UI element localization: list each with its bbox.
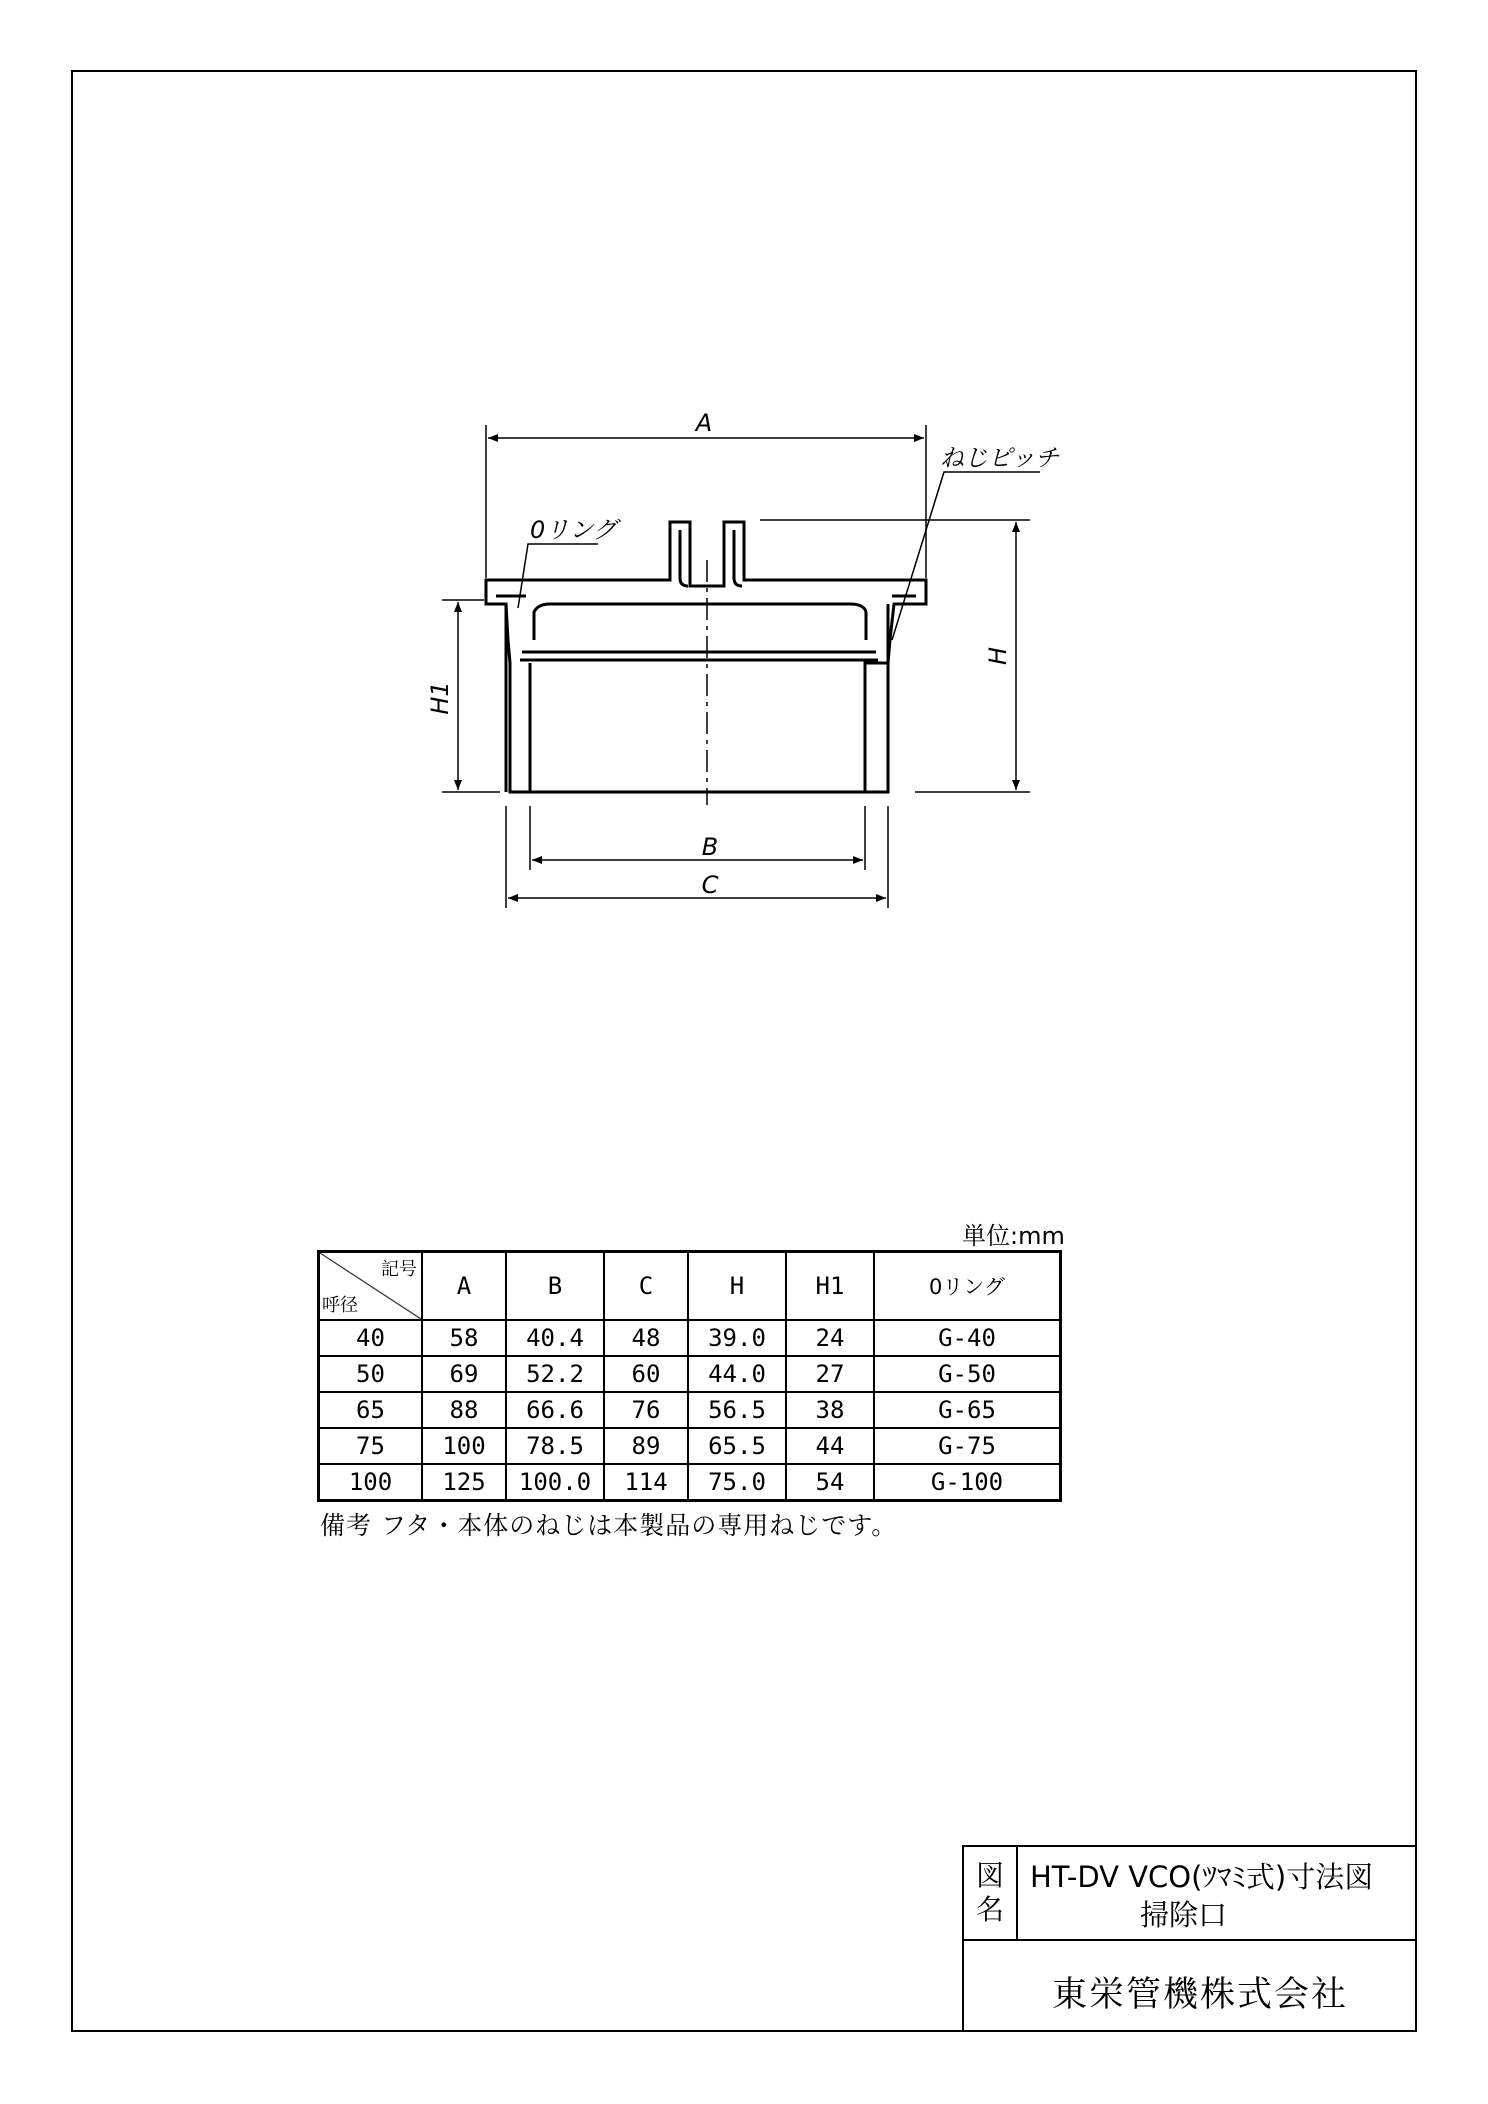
thread-pitch-leader: [892, 472, 1040, 640]
label-line-2: 名: [975, 1893, 1004, 1926]
cell-b: 40.4: [506, 1320, 604, 1356]
dimension-table: [317, 1250, 1062, 1502]
cell-oring: G-100: [874, 1464, 1061, 1501]
cell-h: 44.0: [688, 1356, 786, 1392]
drawing-name-label: [964, 1847, 1018, 1941]
cell-a: 58: [422, 1320, 506, 1356]
cell-h: 75.0: [688, 1464, 786, 1501]
table-row: [319, 1464, 1061, 1501]
cell-h1: 38: [786, 1392, 874, 1428]
drawing-subtitle: 掃除口: [1140, 1898, 1228, 1932]
header-h1: H1: [786, 1252, 874, 1321]
leader-lines: [518, 472, 1040, 640]
unit-label: 単位:mm: [962, 1222, 1065, 1250]
table-row: [319, 1356, 1061, 1392]
corner-header-cell: [319, 1252, 423, 1321]
cell-size: 75: [319, 1428, 423, 1464]
header-b: B: [506, 1252, 604, 1321]
table-row: [319, 1428, 1061, 1464]
title-block-company: [962, 1941, 1417, 2032]
cell-c: 89: [604, 1428, 688, 1464]
cell-a: 88: [422, 1392, 506, 1428]
cell-oring: G-65: [874, 1392, 1061, 1428]
cell-c: 76: [604, 1392, 688, 1428]
cell-b: 66.6: [506, 1392, 604, 1428]
cell-size: 50: [319, 1356, 423, 1392]
cell-h: 39.0: [688, 1320, 786, 1356]
oring-label: 0リング: [530, 516, 617, 544]
table-row: [319, 1392, 1061, 1428]
cell-size: 40: [319, 1320, 423, 1356]
thread-pitch-label: ねじピッチ: [940, 444, 1060, 472]
table-header-row: [319, 1252, 1061, 1321]
header-h: H: [688, 1252, 786, 1321]
corner-symbol-label: 記号: [381, 1259, 417, 1280]
title-block-drawing-name: [962, 1845, 1417, 1941]
header-oring: 0リング: [874, 1252, 1061, 1321]
cell-size: 65: [319, 1392, 423, 1428]
cell-c: 60: [604, 1356, 688, 1392]
dim-label-h: H: [984, 646, 1012, 666]
cell-b: 100.0: [506, 1464, 604, 1501]
table-row: [319, 1320, 1061, 1356]
dimension-lines: [458, 438, 1016, 898]
cell-h1: 27: [786, 1356, 874, 1392]
dim-label-b: B: [701, 833, 719, 861]
cell-oring: G-75: [874, 1428, 1061, 1464]
cell-h: 56.5: [688, 1392, 786, 1428]
dim-label-h1: H1: [426, 681, 454, 715]
cell-a: 69: [422, 1356, 506, 1392]
drawing-title: HT-DV VCO(ﾂﾏﾐ式)寸法図: [1030, 1860, 1374, 1894]
cell-h1: 44: [786, 1428, 874, 1464]
cell-oring: G-50: [874, 1356, 1061, 1392]
dim-label-c: C: [701, 871, 719, 899]
cell-b: 52.2: [506, 1356, 604, 1392]
cell-h1: 24: [786, 1320, 874, 1356]
corner-size-label: 呼径: [322, 1295, 358, 1316]
cell-size: 100: [319, 1464, 423, 1501]
label-line-1: 図: [975, 1859, 1004, 1892]
cell-c: 114: [604, 1464, 688, 1501]
cell-a: 125: [422, 1464, 506, 1501]
header-c: C: [604, 1252, 688, 1321]
cell-a: 100: [422, 1428, 506, 1464]
cell-b: 78.5: [506, 1428, 604, 1464]
body-outline: [486, 522, 926, 792]
cell-c: 48: [604, 1320, 688, 1356]
cell-oring: G-40: [874, 1320, 1061, 1356]
cell-h: 65.5: [688, 1428, 786, 1464]
oring-leader: [518, 544, 598, 608]
header-a: A: [422, 1252, 506, 1321]
company-name: 東栄管機株式会社: [1052, 1975, 1349, 2015]
title-block: [962, 1845, 1417, 2032]
cell-h1: 54: [786, 1464, 874, 1501]
remarks-note: 備考 フタ・本体のねじは本製品の専用ねじです。: [320, 1511, 898, 1540]
dim-label-a: A: [695, 409, 713, 437]
